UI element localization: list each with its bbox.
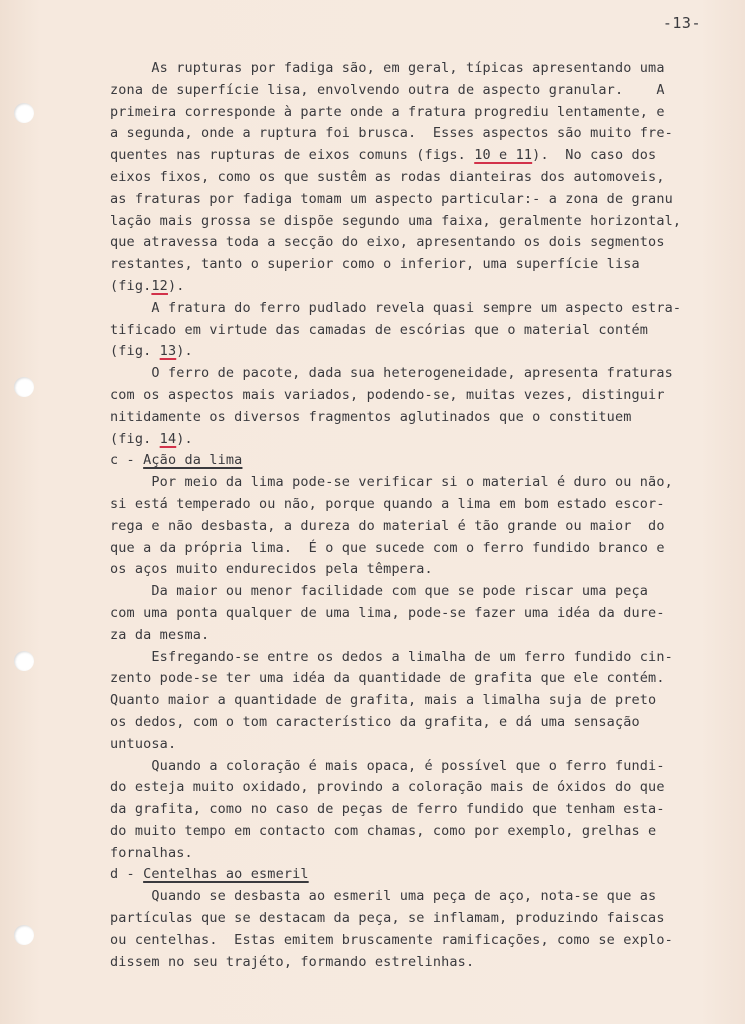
text-segment: restantes, tanto o superior como o inferior, uma superfície lisa <box>110 256 640 273</box>
text-line <box>110 363 710 385</box>
text-segment: nitidamente os diversos fragmentos aglutinados que o constituem <box>110 408 632 425</box>
section-heading <box>110 450 710 472</box>
text-line <box>110 407 710 429</box>
text-line <box>110 625 710 647</box>
section-title: Ação da lima <box>143 452 243 469</box>
text-line <box>110 581 710 603</box>
binder-hole <box>14 377 34 397</box>
text-segment: com uma ponta qualquer de uma lima, pode-se fazer uma idéa da dure- <box>110 604 665 621</box>
text-segment: a segunda, onde a ruptura foi brusca. Esses aspectos são muito fre- <box>110 125 673 142</box>
text-segment: que atravessa toda a secção do eixo, apresentando os dois segmentos <box>110 234 665 251</box>
text-line <box>110 385 710 407</box>
text-line <box>110 298 710 320</box>
text-segment: Quanto maior a quantidade de grafita, mais a limalha suja de preto <box>110 692 657 709</box>
text-line <box>110 189 710 211</box>
text-segment: d - <box>110 866 144 883</box>
text-segment: da grafita, como no caso de peças de ferro fundido que tenham esta- <box>110 801 665 818</box>
text-line <box>110 538 710 560</box>
text-line <box>110 232 710 254</box>
text-segment: os dedos, com o tom característico da grafita, e dá uma sensação <box>110 713 640 730</box>
text-line <box>110 777 710 799</box>
text-line <box>110 843 710 865</box>
text-segment: Esfregando-se entre os dedos a limalha de um ferro fundido cin- <box>110 648 673 665</box>
text-line <box>110 167 710 189</box>
figure-reference: 10 e 11 <box>474 147 533 164</box>
text-line <box>110 472 710 494</box>
text-segment: untuosa. <box>110 735 177 752</box>
text-segment: ). <box>167 277 185 294</box>
text-line <box>110 102 710 124</box>
text-line <box>110 341 710 363</box>
text-line <box>110 799 710 821</box>
text-line <box>110 734 710 756</box>
text-segment: zona de superfície lisa, envolvendo outra de aspecto granular. A <box>110 81 665 98</box>
text-line <box>110 254 710 276</box>
text-segment: Da maior ou menor facilidade com que se pode riscar uma peça <box>110 583 649 600</box>
text-segment: do esteja muito oxidado, provindo a coloração mais de óxidos do que <box>110 779 665 796</box>
document-body <box>110 58 710 973</box>
text-line <box>110 80 710 102</box>
text-segment: partículas que se destacam da peça, se inflamam, produzindo faiscas <box>110 910 665 927</box>
text-segment: rega e não desbasta, a dureza do material é tão grande ou maior do <box>110 517 665 534</box>
text-segment: com os aspectos mais variados, podendo-se, muitas vezes, distinguir <box>110 386 665 403</box>
text-segment: ). <box>176 343 193 360</box>
figure-reference: 13 <box>159 343 177 360</box>
text-segment: (fig. <box>110 343 160 360</box>
text-segment: O ferro de pacote, dada sua heterogeneidade, apresenta fraturas <box>110 365 673 382</box>
text-segment: ). No caso dos <box>532 147 657 164</box>
text-segment: za da mesma. <box>110 626 210 643</box>
text-segment: do muito tempo em contacto com chamas, como por exemplo, grelhas e <box>110 822 657 839</box>
text-line <box>110 145 710 167</box>
text-segment: Quando a coloração é mais opaca, é possível que o ferro fundi- <box>110 757 665 774</box>
text-segment: dissem no seu trajéto, formando estrelinhas. <box>110 953 475 970</box>
binder-hole <box>14 103 34 123</box>
text-line <box>110 58 710 80</box>
text-segment: (fig. <box>110 277 152 294</box>
text-line <box>110 123 710 145</box>
text-line <box>110 952 710 974</box>
text-segment: A fratura do ferro pudlado revela quasi sempre um aspecto estra- <box>110 299 682 316</box>
section-heading <box>110 864 710 886</box>
text-line <box>110 320 710 342</box>
text-line <box>110 886 710 908</box>
figure-reference: 14 <box>159 430 177 447</box>
text-segment: primeira corresponde à parte onde a fratura progrediu lentamente, e <box>110 103 665 120</box>
text-segment: Por meio da lima pode-se verificar si o material é duro ou não, <box>110 474 673 491</box>
text-line <box>110 516 710 538</box>
text-line <box>110 429 710 451</box>
text-segment: si está temperado ou não, porque quando a lima em bom estado escor- <box>110 495 665 512</box>
text-segment: ou centelhas. Estas emitem bruscamente ramificações, como se explo- <box>110 931 673 948</box>
text-line <box>110 690 710 712</box>
text-segment: tificado em virtude das camadas de escórias que o material contém <box>110 321 649 338</box>
text-line <box>110 647 710 669</box>
text-segment: As rupturas por fadiga são, em geral, típicas apresentando uma <box>110 60 665 76</box>
text-line <box>110 276 710 298</box>
text-segment: que a da própria lima. É o que sucede com o ferro fundido branco e <box>110 539 665 556</box>
page-number: -13- <box>662 14 701 32</box>
figure-reference: 12 <box>151 277 168 294</box>
text-segment: os aços muito endurecidos pela têmpera. <box>110 561 433 578</box>
text-line <box>110 930 710 952</box>
section-title: Centelhas ao esmeril <box>143 866 309 883</box>
binder-hole <box>14 925 34 945</box>
text-line <box>110 494 710 516</box>
text-segment: ). <box>176 430 193 447</box>
text-segment: fornalhas. <box>110 844 193 861</box>
text-line <box>110 211 710 233</box>
text-line <box>110 756 710 778</box>
text-line <box>110 668 710 690</box>
text-line <box>110 559 710 581</box>
text-line <box>110 821 710 843</box>
text-segment: c - <box>110 452 144 469</box>
text-line <box>110 603 710 625</box>
text-segment: lação mais grossa se dispõe segundo uma faixa, geralmente horizontal, <box>110 212 682 229</box>
text-segment: as fraturas por fadiga tomam um aspecto particular:- a zona de granu <box>110 190 673 207</box>
binder-hole <box>14 651 34 671</box>
text-segment: (fig. <box>110 430 160 447</box>
text-segment: eixos fixos, como os que sustêm as rodas dianteiras dos automoveis, <box>110 168 665 185</box>
text-segment: Quando se desbasta ao esmeril uma peça de aço, nota-se que as <box>110 888 657 905</box>
text-segment: quentes nas rupturas de eixos comuns (figs. <box>110 147 475 164</box>
text-line <box>110 712 710 734</box>
text-segment: zento pode-se ter uma idéa da quantidade de grafita que ele contém. <box>110 670 665 687</box>
text-line <box>110 908 710 930</box>
